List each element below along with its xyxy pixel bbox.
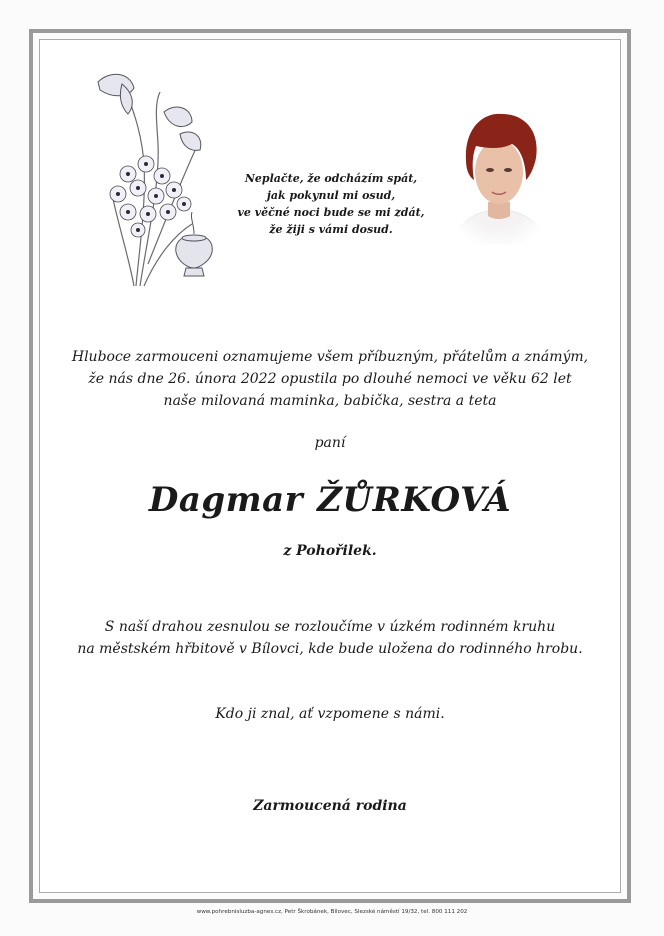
salutation: paní: [314, 435, 346, 451]
funeral-line: S naší drahou zesnulou se rozloučíme v úzkém rodinném kruhu: [104, 619, 556, 635]
poem: [236, 170, 426, 238]
remember-text: Kdo ji znal, ať vzpomene s námi.: [215, 706, 445, 722]
poem-line: jak pokynul mi osud,: [266, 189, 396, 202]
funeral-line: na městském hřbitově v Bílovci, kde bude uložena do rodinného hrobu.: [77, 641, 583, 657]
announcement-line: naše milovaná maminka, babička, sestra a teta: [163, 393, 497, 409]
funeral-text: [60, 616, 600, 660]
poem-line: ve věčné noci bude se mi zdát,: [237, 206, 425, 219]
announcement-line: Hluboce zarmouceni oznamujeme všem příbuzným, přátelům a známým,: [71, 349, 589, 365]
first-name: Dagmar: [148, 480, 304, 520]
deceased-name: [60, 478, 600, 522]
footer-contact: www.pohrebnisluzba-agnes.cz, Petr Škrobánek, Bílovec, Slezské náměstí 19/32, tel. 800 111 202: [196, 909, 468, 915]
poem-line: že žiji s vámi dosud.: [269, 223, 393, 236]
signature: Zarmoucená rodina: [253, 798, 407, 814]
announcement-text: [60, 346, 600, 412]
announcement-line: že nás dne 26. února 2022 opustila po dlouhé nemoci ve věku 62 let: [88, 371, 572, 387]
flower-vase-illustration: [88, 64, 228, 292]
origin-text: z Pohořilek.: [283, 543, 377, 559]
portrait-photo: [448, 106, 550, 244]
poem-line: Neplačte, že odcházím spát,: [244, 172, 418, 185]
last-name: ŽŮRKOVÁ: [317, 480, 512, 520]
